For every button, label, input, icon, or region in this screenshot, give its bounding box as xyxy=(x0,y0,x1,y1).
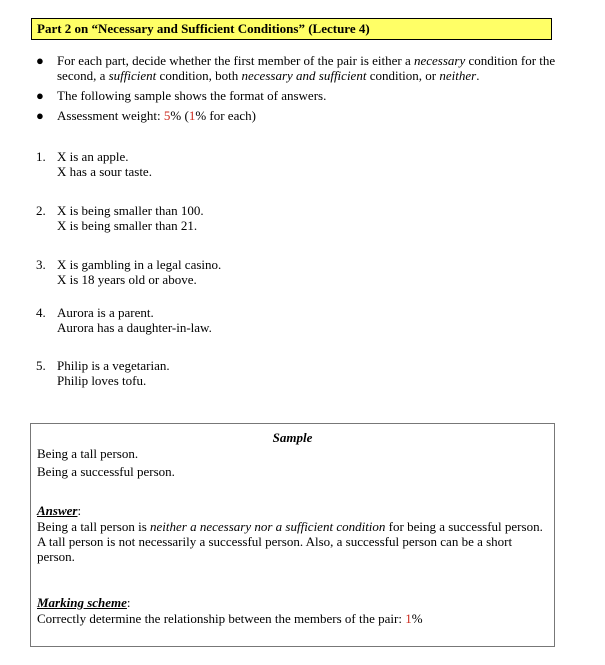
question-member-b: X is being smaller than 21. xyxy=(57,218,198,233)
question-member-b: X has a sour taste. xyxy=(57,164,152,179)
question-number: 1. xyxy=(36,149,46,164)
question-member-a: X is an apple. xyxy=(57,149,129,164)
sample-marking xyxy=(37,595,549,626)
weight-text: % ( xyxy=(170,108,189,123)
weight-each: 1 xyxy=(188,108,196,123)
instruction-emphasis: necessary xyxy=(414,53,466,68)
sample-member-a: Being a tall person. xyxy=(37,446,139,461)
section-title: Part 2 on “Necessary and Sufficient Conditions” (Lecture 4) xyxy=(31,18,552,40)
instruction-text: For each part, decide whether the first member of the pair is either a xyxy=(57,53,414,68)
answer-emphasis: neither a necessary nor a sufficient condition xyxy=(150,519,386,534)
instruction-emphasis: necessary and sufficient xyxy=(241,68,367,83)
answer-text: Being a tall person is xyxy=(37,519,151,534)
bullet-icon: ● xyxy=(36,53,44,68)
weight-total: 5 xyxy=(163,108,171,123)
question-4 xyxy=(36,305,336,335)
marking-colon: : xyxy=(126,595,131,610)
bullet-icon: ● xyxy=(36,108,44,123)
marking-value: 1 xyxy=(405,611,412,626)
instruction-text: . xyxy=(476,68,480,83)
question-number: 4. xyxy=(36,305,46,320)
sample-member-b: Being a successful person. xyxy=(37,464,175,479)
question-1 xyxy=(36,149,336,179)
answer-colon: : xyxy=(77,503,82,518)
instruction-emphasis: neither xyxy=(439,68,477,83)
instruction-text: The following sample shows the format of answers. xyxy=(57,88,327,103)
sample-pair xyxy=(37,446,549,479)
question-number: 5. xyxy=(36,358,46,373)
instruction-item xyxy=(36,53,576,83)
weight-text: % for each) xyxy=(195,108,256,123)
question-member-a: Philip is a vegetarian. xyxy=(57,358,170,373)
bullet-icon: ● xyxy=(36,88,44,103)
marking-label: Marking scheme xyxy=(37,595,127,610)
question-member-b: Aurora has a daughter-in-law. xyxy=(57,320,212,335)
instruction-text: condition for the second, a xyxy=(57,53,556,83)
question-member-b: X is 18 years old or above. xyxy=(57,272,197,287)
instruction-text: condition, both xyxy=(156,68,242,83)
question-number: 3. xyxy=(36,257,46,272)
marking-unit: % xyxy=(411,611,423,626)
instruction-item xyxy=(36,88,576,103)
sample-box xyxy=(30,423,555,647)
sample-heading: Sample xyxy=(272,430,313,445)
weight-label: Assessment weight: xyxy=(57,108,164,123)
answer-text: for being a successful person. A tall person is not necessarily a successful person. Also, a successful person can be a short person. xyxy=(37,519,543,564)
instruction-item xyxy=(36,108,576,123)
question-5 xyxy=(36,358,336,388)
answer-label: Answer xyxy=(37,503,78,518)
question-member-a: Aurora is a parent. xyxy=(57,305,154,320)
question-3 xyxy=(36,257,336,287)
question-member-b: Philip loves tofu. xyxy=(57,373,147,388)
question-member-a: X is being smaller than 100. xyxy=(57,203,204,218)
sample-answer xyxy=(37,503,549,564)
question-number: 2. xyxy=(36,203,46,218)
instructions-list xyxy=(36,53,576,128)
instruction-text: condition, or xyxy=(366,68,440,83)
question-member-a: X is gambling in a legal casino. xyxy=(57,257,222,272)
instruction-emphasis: sufficient xyxy=(108,68,157,83)
question-2 xyxy=(36,203,336,233)
marking-text: Correctly determine the relationship between the members of the pair: xyxy=(37,611,406,626)
